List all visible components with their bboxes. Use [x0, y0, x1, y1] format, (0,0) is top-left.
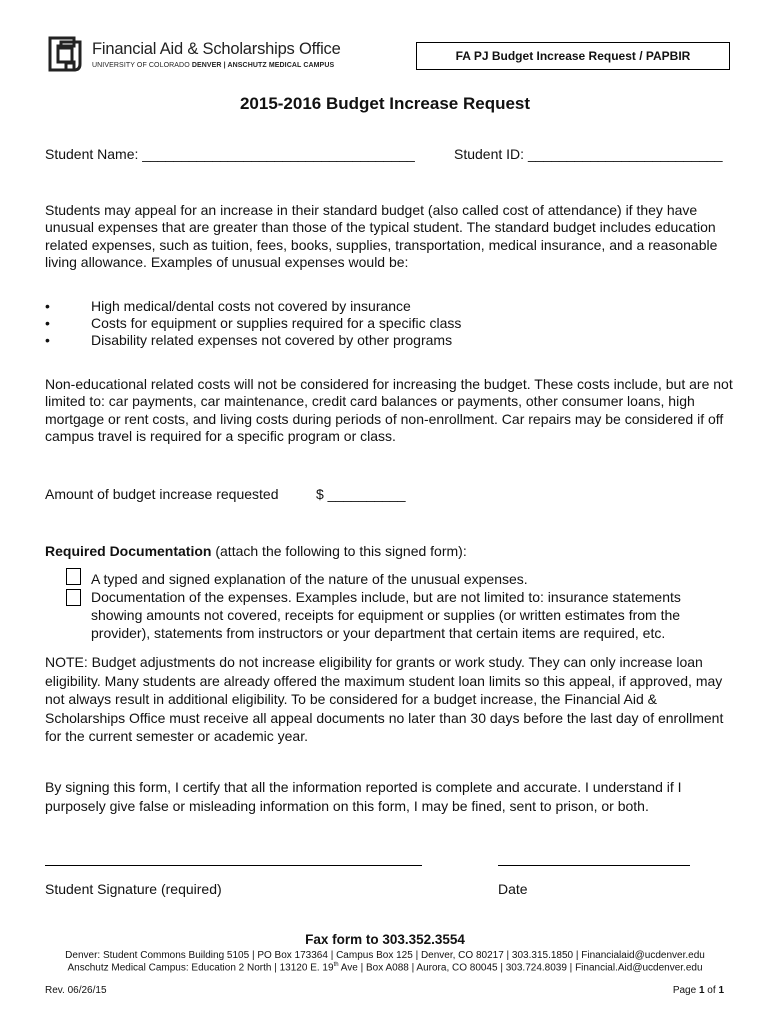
page-number [673, 985, 724, 996]
student-id-label: Student ID: [454, 146, 528, 162]
page-of: of [704, 985, 719, 996]
list-item-text: Costs for equipment or supplies required for a specific class [91, 315, 462, 331]
note-paragraph: NOTE: Budget adjustments do not increase eligibility for grants or work study. They can only increase loan eligibility. Many students are already offered the maximum student loan limits so this appeal, if approved, may not always result in additional eligibility. To be considered for a budget increase, the Financial Aid & Scholarships Office must receive all appeal documents no later than 30 days before the last day of enrollment for the current semester or academic year. [45, 654, 724, 744]
page-current: 1 [698, 985, 705, 996]
checkbox-explanation[interactable] [66, 568, 81, 585]
university-campuses: DENVER | ANSCHUTZ MEDICAL CAMPUS [191, 62, 335, 69]
anschutz-address [0, 962, 770, 973]
documentation-note: (attach the following to this signed form): [211, 543, 467, 559]
intro-paragraph: Students may appeal for an increase in their standard budget (also called cost of attendance) if they have unusual expenses that are greater than those of the typical student. The standard budget includes education related expenses, such as tuition, fees, books, supplies, transportation, medical insurance, and a reasonable living allowance. Examples of unusual expenses would be: [45, 202, 718, 270]
university-prefix: UNIVERSITY OF COLORADO [92, 62, 192, 69]
page-prefix: Page [672, 985, 699, 996]
student-signature-label: Student Signature (required) [45, 881, 222, 897]
amount-label: Amount of budget increase requested [45, 486, 279, 502]
student-name-label: Student Name: [45, 146, 143, 162]
form-code-box [416, 42, 730, 70]
office-name: Financial Aid & Scholarships Office [92, 40, 341, 58]
student-name-field[interactable] [45, 146, 415, 162]
student-id-field[interactable] [454, 146, 723, 162]
bullet-icon: • [45, 298, 50, 314]
cu-logo-icon [44, 34, 84, 74]
date-label: Date [498, 881, 528, 897]
list-item-text: High medical/dental costs not covered by insurance [91, 298, 411, 314]
page-total: 1 [718, 985, 724, 996]
non-educational-paragraph: Non-educational related costs will not be considered for increasing the budget. These costs include, but are not limited to: car payments, car maintenance, credit card balances or payments, other consumer loans, high mortgage or rent costs, and living costs during periods of non-enrollment. Car repairs may be considered if off campus travel is required for a specific program or class. [45, 376, 733, 444]
documentation-item-explanation: A typed and signed explanation of the nature of the unusual expenses. [91, 571, 528, 587]
anschutz-address-superscript: th [333, 962, 339, 968]
fax-number: Fax form to 303.352.3554 [305, 932, 465, 947]
certification-paragraph: By signing this form, I certify that all the information reported is complete and accurate. I understand if I purposely give false or misleading information on this form, I may be fined, sent to prison, or both. [45, 779, 682, 814]
anschutz-address-part2: Ave | Box A088 | Aurora, CO 80045 | 303.724.8039 | Financial.Aid@ucdenver.edu [338, 962, 703, 974]
denver-address: Denver: Student Commons Building 5105 | PO Box 173364 | Campus Box 125 | Denver, CO 80217 | 303.315.1850 | Financialaid@ucdenver.edu [65, 950, 705, 961]
list-item-text: Disability related expenses not covered by other programs [91, 332, 453, 348]
university-line [92, 62, 334, 69]
documentation-heading: Required Documentation [45, 543, 212, 559]
amount-input[interactable]: $ __________ [316, 486, 406, 502]
documentation-item-expenses: Documentation of the expenses. Examples include, but are not limited to: insurance statements showing amounts not covered, receipts for equipment or supplies (or written estimates from the provider), statements from instructors or your department that certain items are required, etc. [91, 589, 681, 641]
page-title: 2015-2016 Budget Increase Request [239, 94, 531, 113]
anschutz-address-part1: Anschutz Medical Campus: Education 2 North | 13120 E. 19 [67, 962, 334, 974]
list-item [45, 315, 461, 332]
student-id-blank[interactable]: _________________________ [527, 146, 723, 162]
form-code: FA PJ Budget Increase Request / PAPBIR [455, 49, 691, 63]
date-line[interactable] [498, 865, 690, 866]
bullet-icon: • [45, 332, 50, 348]
list-item [45, 298, 461, 315]
checkbox-documentation[interactable] [66, 589, 81, 606]
student-name-blank[interactable]: ___________________________________ [142, 146, 415, 162]
cu-logo [44, 34, 84, 74]
list-item [45, 332, 461, 349]
documentation-heading-row [45, 543, 467, 559]
bullet-icon: • [45, 315, 50, 331]
unusual-expenses-list [45, 298, 461, 349]
revision-date: Rev. 06/26/15 [45, 985, 107, 996]
student-signature-line[interactable] [45, 865, 422, 866]
